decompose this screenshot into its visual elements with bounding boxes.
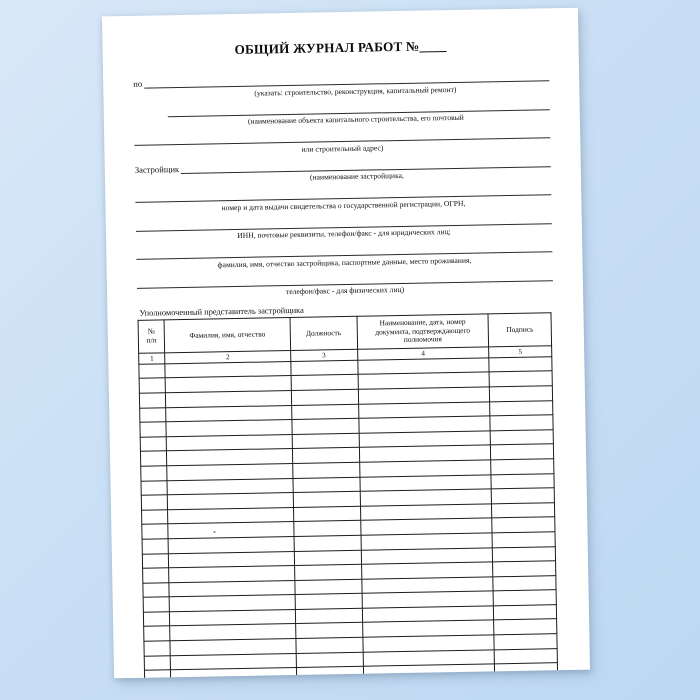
table-cell[interactable] (494, 648, 557, 664)
column-number-3: 3 (290, 349, 357, 361)
table-header-document-line3: полномочия (403, 334, 442, 345)
field-caption-inn: ИНН, почтовые реквизиты, телефон/факс - для юридических лиц; (237, 227, 451, 240)
field-label-po: по (133, 78, 143, 89)
table-cell[interactable] (489, 371, 552, 387)
field-caption-developer: (наименование застройщика, (309, 170, 404, 182)
table-cell[interactable] (292, 418, 359, 434)
document-page (102, 8, 590, 679)
table-cell[interactable] (293, 462, 360, 478)
section-title-authorized-rep: Уполномоченный представитель застройщика (139, 305, 304, 318)
table-cell[interactable] (493, 575, 556, 591)
table-cell[interactable] (144, 626, 171, 641)
table-cell[interactable] (492, 546, 555, 562)
column-number-5: 5 (489, 346, 552, 358)
table-cell[interactable] (295, 623, 362, 639)
table-cell[interactable] (143, 612, 170, 627)
table-cell[interactable] (490, 429, 553, 445)
table-cell[interactable] (140, 437, 167, 452)
table-header-document (357, 314, 489, 349)
table-cell[interactable] (142, 510, 169, 525)
column-number-4: 4 (357, 347, 489, 360)
table-cell[interactable] (291, 389, 358, 405)
table-body (139, 346, 559, 679)
table-cell[interactable] (491, 473, 554, 489)
table-cell[interactable] (494, 605, 557, 621)
table-cell[interactable] (491, 488, 554, 504)
table-cell[interactable] (140, 422, 167, 437)
table-cell[interactable] (494, 634, 557, 650)
table-cell[interactable] (296, 637, 363, 653)
table-cell[interactable] (143, 597, 170, 612)
table-cell[interactable] (493, 590, 556, 606)
table-cell[interactable] (491, 444, 554, 460)
column-number-2: 2 (165, 350, 291, 363)
table-cell[interactable] (140, 407, 167, 422)
table-cell[interactable] (140, 451, 167, 466)
table-cell[interactable] (296, 652, 363, 668)
table-cell[interactable] (292, 433, 359, 449)
authorized-representatives-table (138, 312, 559, 678)
table-cell[interactable] (144, 670, 171, 678)
table-cell[interactable] (489, 357, 552, 373)
table-header-document-line2: документа, подтверждающего (375, 325, 471, 337)
table-cell[interactable] (139, 364, 166, 379)
table-cell[interactable] (141, 480, 168, 495)
table-cell[interactable] (142, 524, 169, 539)
table-header-document-line1: Наименование, дата, номер (379, 316, 466, 328)
table-cell[interactable] (492, 517, 555, 533)
table-cell[interactable] (144, 641, 171, 656)
table-cell[interactable] (295, 608, 362, 624)
table-header-signature: Подпись (488, 313, 551, 347)
table-cell[interactable] (495, 678, 558, 679)
table-cell[interactable] (493, 561, 556, 577)
table-cell[interactable] (142, 553, 169, 568)
table-cell[interactable] (142, 539, 169, 554)
field-caption-phone: телефон/факс - для физических лиц) (285, 284, 405, 297)
table-cell[interactable] (292, 448, 359, 464)
field-caption-registration: номер и дата выдачи свидетельства о государственной регистрации, ОГРН, (221, 198, 466, 212)
table-cell[interactable] (141, 466, 168, 481)
table-cell[interactable] (295, 594, 362, 610)
table-cell[interactable] (293, 491, 360, 507)
table-cell[interactable] (295, 579, 362, 595)
table-cell[interactable] (139, 378, 166, 393)
field-caption-object-name: (наименование объекта капитального строительства, его почтовый (247, 112, 464, 126)
table-cell[interactable] (143, 568, 170, 583)
field-caption-address: или строительный адрес) (301, 142, 384, 154)
table-cell[interactable] (494, 619, 557, 635)
table-cell[interactable] (294, 535, 361, 551)
table-header-position: Должность (290, 316, 357, 350)
table-cell[interactable] (294, 521, 361, 537)
document-body (132, 36, 560, 678)
table-cell[interactable] (294, 564, 361, 580)
table-cell[interactable] (294, 550, 361, 566)
table-header-number (138, 320, 165, 353)
table-header-number-line1: № (147, 326, 156, 336)
table-cell[interactable] (492, 502, 555, 518)
page-title: ОБЩИЙ ЖУРНАЛ РАБОТ №____ (234, 38, 447, 57)
table-header-number-line2: п/п (146, 335, 157, 345)
table-cell[interactable] (293, 477, 360, 493)
table-header-fullname: Фамилия, имя, отчество (164, 318, 290, 353)
table-cell[interactable] (492, 532, 555, 548)
field-caption-po: (указать: строительство, реконструкция, капитальный ремонт) (254, 84, 457, 98)
table-cell[interactable] (490, 386, 553, 402)
table-cell[interactable] (490, 400, 553, 416)
table-cell[interactable] (291, 360, 358, 376)
table-cell[interactable] (293, 506, 360, 522)
table-cell[interactable] (143, 582, 170, 597)
field-label-developer: Застройщик (134, 163, 180, 175)
table-cell[interactable] (490, 415, 553, 431)
table-cell[interactable] (139, 393, 166, 408)
field-caption-personal: фамилия, имя, отчество застройщика, паспортные данные, место проживания, (217, 255, 472, 269)
table-cell[interactable] (168, 522, 294, 539)
column-number-1: 1 (139, 353, 166, 364)
table-cell[interactable] (144, 655, 171, 670)
table-cell[interactable] (291, 404, 358, 420)
table-cell[interactable] (141, 495, 168, 510)
table-cell[interactable] (491, 459, 554, 475)
table-cell[interactable] (291, 375, 358, 391)
